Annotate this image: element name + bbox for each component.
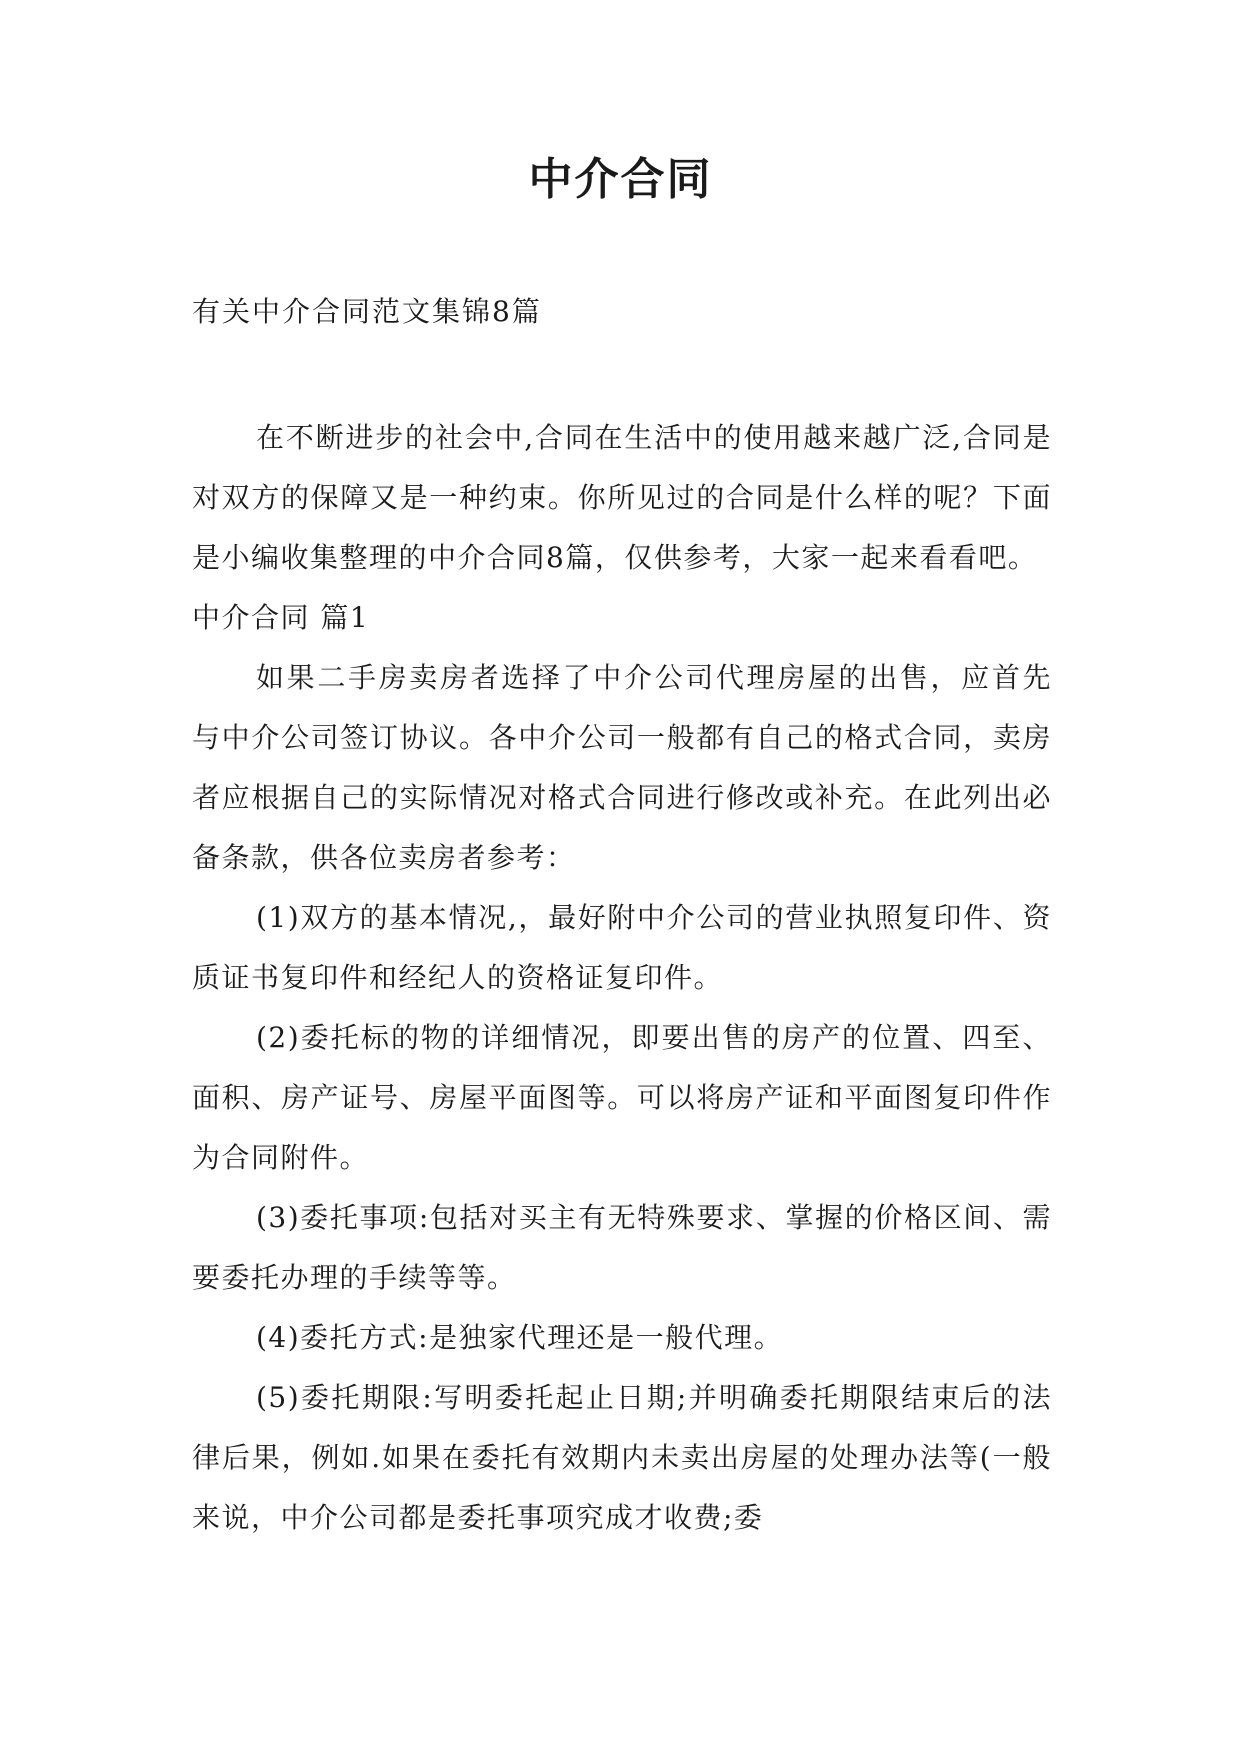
body-paragraph: 如果二手房卖房者选择了中介公司代理房屋的出售，应首先与中介公司签订协议。各中介公司一般都有自己的格式合同，卖房者应根据自己的实际情况对格式合同进行修改或补充。在此列出必备条款，供各位卖房者参考： — [192, 661, 1052, 874]
clause-paragraph-3: (3)委托事项:包括对买主有无特殊要求、掌握的价格区间、需要委托办理的手续等等。 — [192, 1201, 1052, 1294]
document-title: 中介合同 — [528, 154, 713, 205]
clause-paragraph-2: (2)委托标的物的详细情况，即要出售的房产的位置、四至、面积、房产证号、房屋平面图等。可以将房产证和平面图复印件作为合同附件。 — [192, 1021, 1052, 1174]
clause-paragraph-1: (1)双方的基本情况,，最好附中介公司的营业执照复印件、资质证书复印件和经纪人的资格证复印件。 — [192, 901, 1052, 994]
document-subtitle: 有关中介合同范文集锦8篇 — [192, 295, 542, 328]
document-body — [192, 408, 1052, 1548]
clause-paragraph-5: (5)委托期限:写明委托起止日期;并明确委托期限结束后的法律后果，例如.如果在委托有效期内未卖出房屋的处理办法等(一般来说，中介公司都是委托事项究成才收费;委 — [192, 1381, 1052, 1534]
intro-paragraph: 在不断进步的社会中,合同在生活中的使用越来越广泛,合同是对双方的保障又是一种约束。你所见过的合同是什么样的呢？下面是小编收集整理的中介合同8篇，仅供参考，大家一起来看看吧。 — [192, 421, 1052, 574]
clause-paragraph-4: (4)委托方式:是独家代理还是一般代理。 — [256, 1321, 784, 1354]
section-heading: 中介合同 篇1 — [192, 601, 370, 634]
